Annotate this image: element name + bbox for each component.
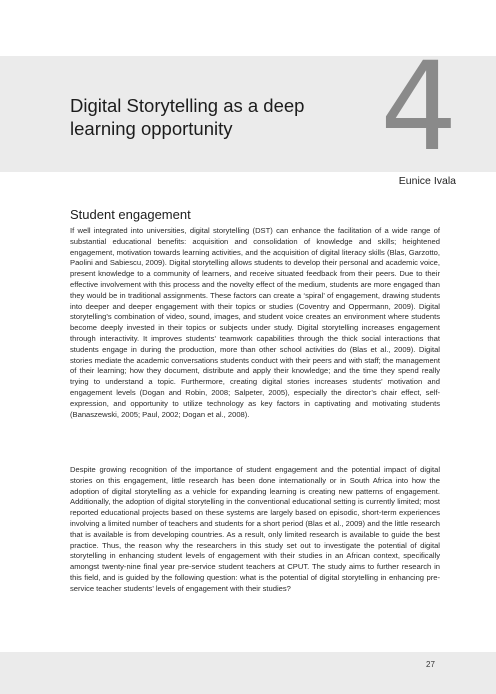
section-heading: Student engagement (70, 207, 191, 222)
body-paragraph-2: Despite growing recognition of the importance of student engagement and the potential impact of digital stories on this engagement, little research has been done internationally or in South Africa into how the adoption of digital storytelling as a vehicle for expanding learning is creating new patterns of engagement. Additionally, the adoption of digital storytelling in the conventional educational setting is currently limited; most reported educational projects based on these systems are largely based on episodic, short-term experiences involving a limited number of teachers and students for a short period (Blas et al., 2009) and the little research that is available is from developing countries. As a result, only limited research is available to guide the best practice. Thus, the reason why the researchers in this study set out to investigate the potential of digital storytelling in enhancing student levels of engagement with their studies in an African context, specifically amongst twenty-nine final year pre-service student teachers at CPUT. The study aims to further research in this field, and is guided by the following question: what is the potential of digital storytelling in enhancing pre-service teacher students’ levels of engagement with their studies? (70, 465, 440, 593)
chapter-number: 4 (380, 36, 458, 178)
chapter-title: Digital Storytelling as a deep learning opportunity (70, 95, 305, 139)
body-paragraph-1: If well integrated into universities, digital storytelling (DST) can enhance the facilitation of a wide range of substantial educational benefits: acquisition and consolidation of knowledge and skills; heightened engagement, motivation towards learning activities, and the acquisition of digital literacy skills (Blas, Garzotto, Paolini and Sabiescu, 2009). Digital storytelling allows students to develop their personal and academic voice, present knowledge to a community of learners, and receive situated feedback from their peers. Due to their effective involvement with this process and the novelty effect of the medium, students are more engaged than they would be in traditional assignments. These factors can create a ‘spiral’ of engagement, drawing students into deeper and deeper engagement with their topics or studies (Coventry and Oppermann, 2009). Digital storytelling’s combination of video, sound, images, and student voice creates an environment where students become deeply invested in their topics or subjects under study. Digital storytelling increases engagement through interactivity. It improves students’ teamwork capabilities through the thick social interactions that students engage in during the production, more than other school activities do (Blas et al., 2009). Digital stories mediate the academic conversations students conduct with their peers and with staff; the management of their learning; how they document, distribute and apply their knowledge; and the time they spend really trying to understand a topic. Furthermore, creating digital stories increases students’ motivation and engagement levels (Dogan and Robin, 2008; Salpeter, 2005), especially the director’s chair effect, self-expression, and opportunity to utilize technology as key factors in captivating and motivating students (Banaszewski, 2005; Paul, 2002; Dogan et al., 2008). (70, 226, 440, 419)
page-number: 27 (426, 660, 435, 669)
chapter-author: Eunice Ivala (398, 175, 456, 187)
footer-band (0, 652, 496, 694)
